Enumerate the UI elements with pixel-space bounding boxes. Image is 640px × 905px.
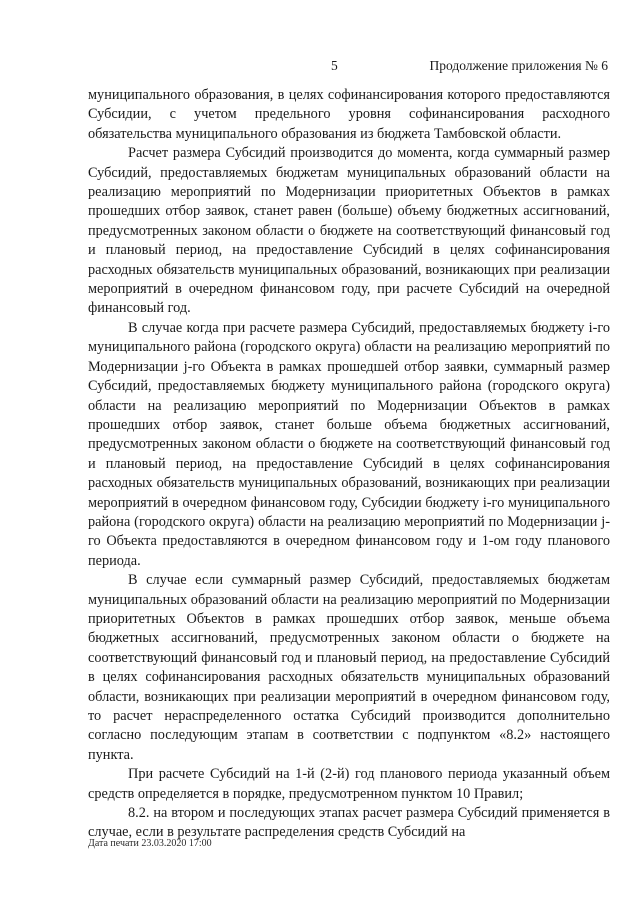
paragraph-planning-period: При расчете Субсидий на 1-й (2-й) год планового периода указанный объем средств определяется в порядке, предусмотренном пунктом 10 Правил;: [88, 766, 610, 802]
document-body: [88, 86, 610, 843]
paragraph-continuation: муниципального образования, в целях софинансирования которого предоставляются Субсидии, с учетом предельного уровня софинансирования расходного обязательства муниципального образования из бюджета Тамбовской области.: [88, 87, 610, 142]
appendix-continuation-label: Продолжение приложения № 6: [429, 58, 608, 73]
print-date-footer: Дата печати 23.03.2020 17:00: [88, 838, 212, 849]
page-number: 5: [331, 58, 338, 73]
paragraph-excess-case: В случае когда при расчете размера Субсидий, предоставляемых бюджету i-го муниципального района (городского округа) области на реализацию мероприятий по Модернизации j-го Объекта в рамках прошедшей отбор заявки, суммарный размер Субсидий, предоставляемых бюджету муниципального района (городского округа) области на реализацию мероприятий по Модернизации Объектов в рамках прошедших отбор заявок, станет больше объема бюджетных ассигнований, предусмотренных законом области о бюджете на соответствующий финансовый год и плановый период, на предоставление Субсидий в целях софинансирования расходных обязательств муниципальных образований, возникающих при реализации мероприятий в очередном финансовом году, Субсидии бюджету i-го муниципального района (городского округа) области на реализацию мероприятий по Модернизации j-го Объекта предоставляются в очередном финансовом году и 1-ом году планового периода.: [88, 319, 610, 569]
paragraph-subclause-8-2: 8.2. на втором и последующих этапах расчет размера Субсидий применяется в случае, если в результате распределения средств Субсидий на: [88, 805, 610, 841]
page-header: [0, 58, 640, 76]
paragraph-shortfall-case: В случае если суммарный размер Субсидий, предоставляемых бюджетам муниципальных образований области на реализацию мероприятий по Модернизации приоритетных Объектов в рамках прошедших отбор заявок, меньше объема бюджетных ассигнований, предусмотренных законом области о бюджете на соответствующий финансовый год и плановый период, на предоставление Субсидий в целях софинансирования расходных обязательств муниципальных образований области, возникающих при реализации мероприятий в очередном финансовом году, то расчет нераспределенного остатка Субсидий производится дополнительно согласно последующим этапам в соответствии с подпунктом «8.2» настоящего пункта.: [88, 572, 610, 763]
paragraph-calculation-limit: Расчет размера Субсидий производится до момента, когда суммарный размер Субсидий, предоставляемых бюджетам муниципальных образований области на реализацию мероприятий по Модернизации приоритетных Объектов в рамках прошедших отбор заявок, станет равен (больше) объему бюджетных ассигнований, предусмотренных законом области о бюджете на соответствующий финансовый год и плановый период, на предоставление Субсидий в целях софинансирования расходных обязательств муниципальных образований, возникающих при реализации мероприятий в очередном финансовом году, при расчете Субсидий на очередной финансовый год.: [88, 145, 610, 317]
